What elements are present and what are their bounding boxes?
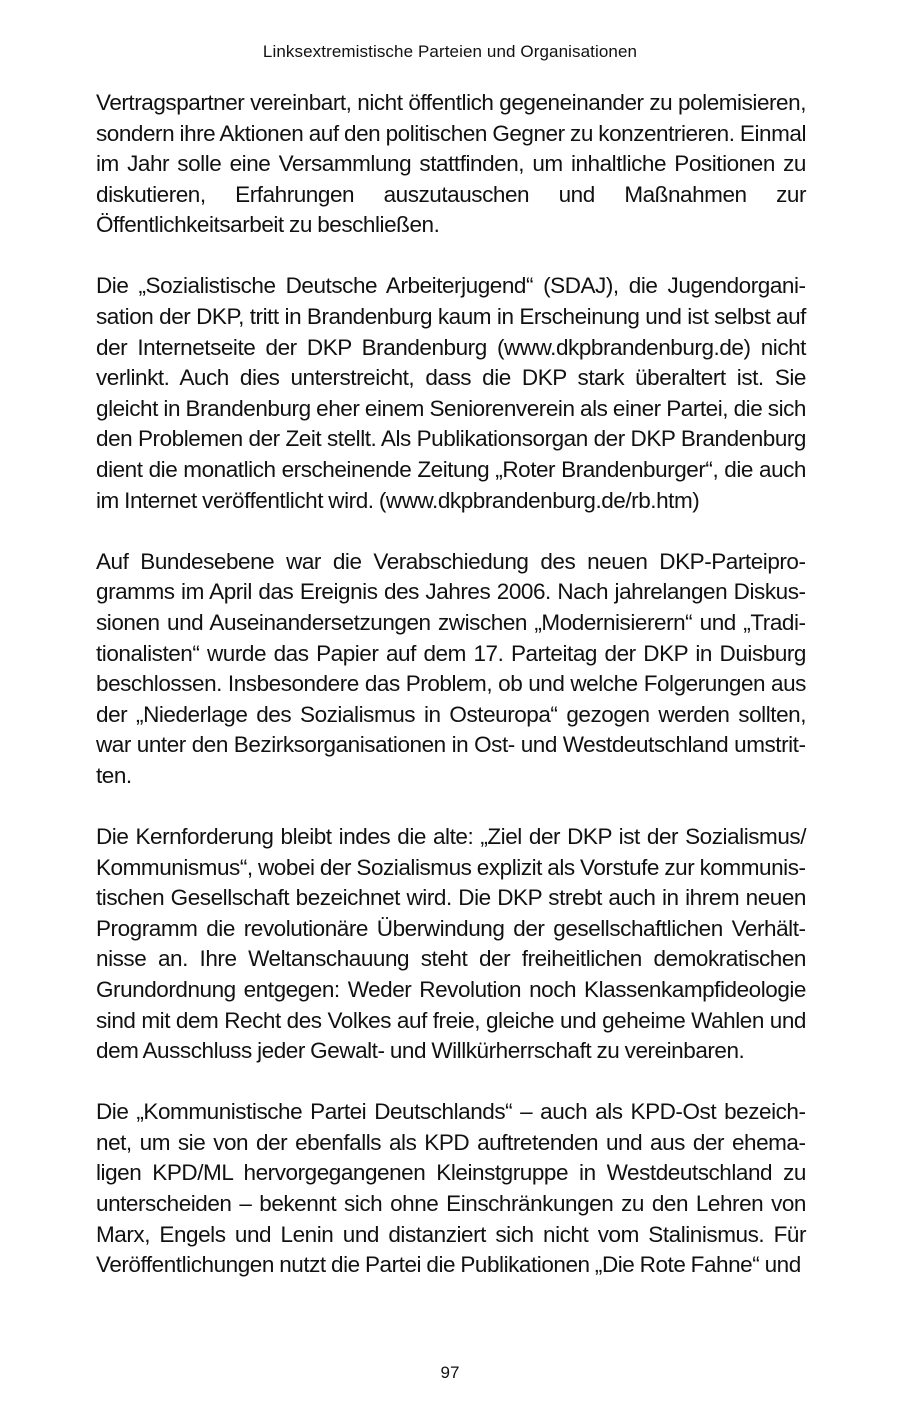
paragraph-5: Die „Kommunistische Partei Deutschlands“ – auch als KPD-Ost bezeichnet, um sie von der ebenfalls als KPD auftretenden und aus der ehemaligen KPD/ML hervorgegangenen Kleinstgruppe in Westdeutschland zu unterscheiden – bekennt sich ohne Einschränkungen zu den Lehren von Marx, Engels und Lenin und distanziert sich nicht vom Stalinismus. Für Veröffentlichungen nutzt die Partei die Publikationen „Die Rote Fahne“ und — [96, 1099, 806, 1278]
paragraph-1: Vertragspartner vereinbart, nicht öffentlich gegeneinander zu polemisieren, sondern ihre Aktionen auf den politischen Gegner zu konzentrieren. Einmal im Jahr solle eine Versammlung stattfinden, um inhaltliche Positionen zu diskutieren, Erfahrungen auszutauschen und Maßnahmen zur Öffentlichkeitsarbeit zu beschließen. — [96, 90, 806, 238]
paragraph-4: Die Kernforderung bleibt indes die alte: „Ziel der DKP ist der Sozialismus/​Kommunismus“, wobei der Sozialismus explizit als Vorstufe zur kommunistischen Gesellschaft bezeichnet wird. Die DKP strebt auch in ihrem neuen Programm die revolutionäre Überwindung der gesellschaftlichen Verhältnisse an. Ihre Weltanschauung steht der freiheitlichen demokratischen Grundordnung entgegen: Weder Revolution noch Klassenkampfideologie sind mit dem Recht des Volkes auf freie, gleiche und geheime Wahlen und dem Ausschluss jeder Gewalt- und Willkürherrschaft zu vereinbaren. — [96, 823, 806, 1064]
running-header: Linksextremistische Parteien und Organisationen — [262, 42, 638, 61]
paragraph-2: Die „Sozialistische Deutsche Arbeiterjugend“ (SDAJ), die Jugendorganisation der DKP, tritt in Brandenburg kaum in Erscheinung und ist selbst auf der Internetseite der DKP Brandenburg (www.dkpbrandenburg.de) nicht verlinkt. Auch dies unterstreicht, dass die DKP stark überaltert ist. Sie gleicht in Brandenburg eher einem Seniorenverein als einer Partei, die sich den Problemen der Zeit stellt. Als Publikationsorgan der DKP Brandenburg dient die monatlich erscheinende Zeitung „Roter Brandenburger“, die auch im Internet veröffentlicht wird. (www.dkpbrandenburg.de/rb.htm) — [96, 273, 806, 513]
body-text — [96, 88, 806, 1281]
page-number: 97 — [440, 1363, 460, 1382]
paragraph-3: Auf Bundesebene war die Verabschiedung des neuen DKP-Parteiprogramms im April das Ereignis des Jahres 2006. Nach jahrelangen Diskussionen und Auseinandersetzungen zwischen „Modernisierern“ und „Traditionalisten“ wurde das Papier auf dem 17. Parteitag der DKP in Duisburg beschlossen. Insbesondere das Problem, ob und welche Folgerungen aus der „Niederlage des Sozialismus in Osteuropa“ gezogen werden sollten, war unter den Bezirksorganisationen in Ost- und Westdeutschland umstritten. — [96, 548, 806, 788]
